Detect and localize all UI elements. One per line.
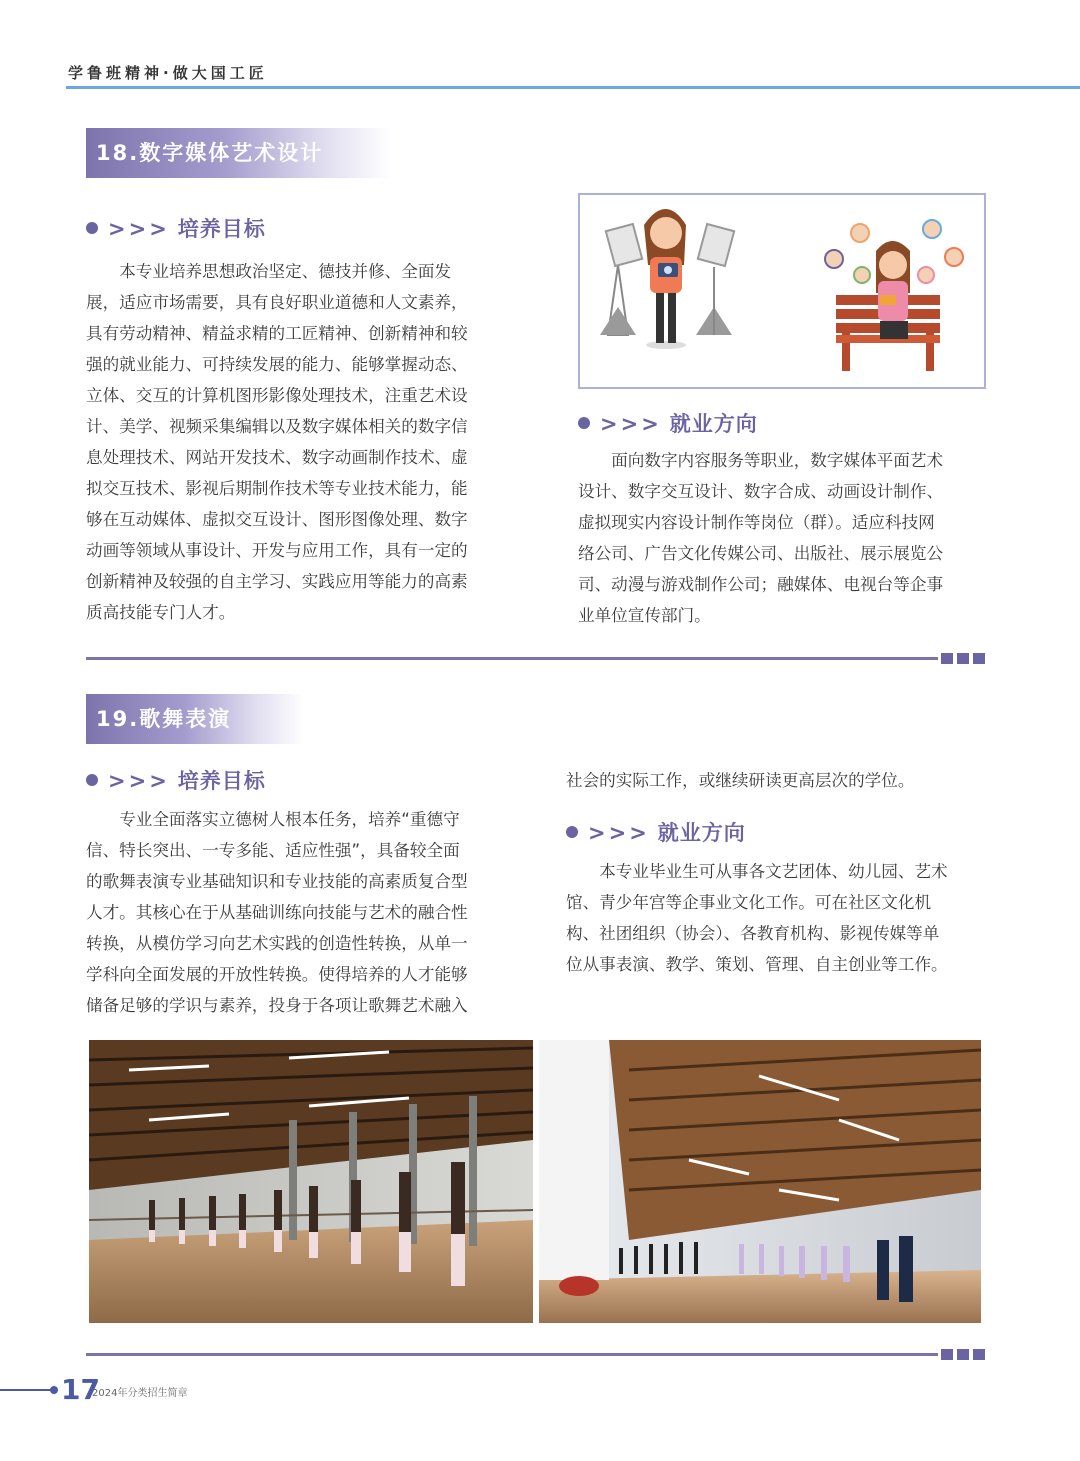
page-number: 17 — [61, 1373, 100, 1406]
divider-square-icon — [973, 653, 985, 664]
arrows-icon: >>> — [108, 769, 170, 793]
text-line: 质高技能专门人才。 — [86, 603, 236, 622]
text-line: 立体、交互的计算机图形影像处理技术，注重艺术设 — [86, 386, 468, 405]
text-line: 拟交互技术、影视后期制作技术等专业技术能力，能 — [86, 479, 468, 498]
section-18-career-heading — [578, 409, 758, 439]
career-heading-text: 就业方向 — [657, 821, 746, 845]
arrows-icon: >>> — [108, 217, 170, 241]
text-line: 本专业培养思想政治坚定、德技并修、全面发 — [119, 262, 452, 281]
bullet-dot-icon — [86, 774, 98, 786]
text-line: 计、美学、视频采集编辑以及数字媒体相关的数字信 — [86, 417, 468, 436]
section-18-title: 18.数字媒体艺术设计 — [86, 128, 392, 178]
footer-title: 2024年分类招生简章 — [92, 1388, 188, 1399]
text-line: 构、社团组织（协会）、各教育机构、影视传媒等单 — [566, 924, 940, 943]
section-19-goal-heading — [86, 766, 266, 796]
text-line: 本专业毕业生可从事各文艺团体、幼儿园、艺术 — [599, 862, 948, 881]
text-line: 学科向全面发展的开放性转换。使得培养的人才能够 — [86, 965, 468, 984]
text-line: 信、特长突出、一专多能、适应性强”，具备较全面 — [86, 841, 460, 860]
bullet-dot-icon — [578, 417, 590, 429]
bottom-divider — [86, 1353, 938, 1356]
text-line: 的歌舞表演专业基础知识和专业技能的高素质复合型 — [86, 872, 468, 891]
text-line: 展，适应市场需要，具有良好职业道德和人文素养， — [86, 293, 468, 312]
section-19-career-heading — [566, 818, 746, 848]
divider-square-icon — [957, 653, 969, 664]
dance-studio-photo-left — [89, 1040, 533, 1323]
footer-dot-icon — [50, 1386, 58, 1394]
text-line: 储备足够的学识与素养，投身于各项让歌舞艺术融入 — [86, 996, 468, 1015]
text-line: 虚拟现实内容设计制作等岗位（群）。适应科技网 — [578, 513, 935, 532]
divider-square-icon — [941, 1349, 953, 1360]
digital-media-illustration-icon — [580, 195, 984, 387]
footer-line — [0, 1389, 52, 1391]
text-line: 司、动漫与游戏制作公司；融媒体、电视台等企事 — [578, 575, 944, 594]
arrows-icon: >>> — [600, 412, 662, 436]
text-line: 专业全面落实立德树人根本任务，培养“重德守 — [119, 810, 460, 829]
text-line: 面向数字内容服务等职业，数字媒体平面艺术 — [611, 451, 944, 470]
dance-studio-photo-icon — [539, 1040, 981, 1323]
text-line: 位从事表演、教学、策划、管理、自主创业等工作。 — [566, 955, 948, 974]
section-19-career-paragraph — [566, 856, 986, 980]
divider-square-icon — [973, 1349, 985, 1360]
dance-studio-photo-icon — [89, 1040, 533, 1323]
divider-square-icon — [957, 1349, 969, 1360]
goal-heading-text: 培养目标 — [177, 769, 266, 793]
illustration-digital-media — [578, 193, 986, 389]
text-line: 转换，从模仿学习向艺术实践的创造性转换，从单一 — [86, 934, 468, 953]
career-heading-text: 就业方向 — [669, 412, 758, 436]
bullet-dot-icon — [86, 222, 98, 234]
section-18-goal-heading — [86, 214, 266, 244]
section-19-goal-paragraph — [86, 804, 504, 1021]
section-19-title: 19.歌舞表演 — [86, 694, 304, 744]
goal-heading-text: 培养目标 — [177, 217, 266, 241]
text-line: 馆、青少年宫等企事业文化工作。可在社区文化机 — [566, 893, 932, 912]
header-rule — [66, 86, 1080, 89]
text-line: 息处理技术、网站开发技术、数字动画制作技术、虚 — [86, 448, 468, 467]
section-divider — [86, 657, 938, 660]
text-line: 人才。其核心在于从基础训练向技能与艺术的融合性 — [86, 903, 468, 922]
section-18-career-paragraph — [578, 445, 986, 631]
arrows-icon: >>> — [588, 821, 650, 845]
text-line: 创新精神及较强的自主学习、实践应用等能力的高素 — [86, 572, 468, 591]
running-header: 学鲁班精神·做大国工匠 — [68, 64, 268, 82]
bullet-dot-icon — [566, 826, 578, 838]
text-line: 络公司、广告文化传媒公司、出版社、展示展览公 — [578, 544, 944, 563]
text-line: 够在互动媒体、虚拟交互设计、图形图像处理、数字 — [86, 510, 468, 529]
text-line: 强的就业能力、可持续发展的能力、能够掌握动态、 — [86, 355, 468, 374]
text-line: 动画等领域从事设计、开发与应用工作，具有一定的 — [86, 541, 468, 560]
section-19-goal-continued: 社会的实际工作，或继续研读更高层次的学位。 — [566, 771, 915, 790]
text-line: 设计、数字交互设计、数字合成、动画设计制作、 — [578, 482, 944, 501]
text-line: 业单位宣传部门。 — [578, 606, 711, 625]
section-18-goal-paragraph — [86, 256, 504, 628]
text-line: 具有劳动精神、精益求精的工匠精神、创新精神和较 — [86, 324, 468, 343]
divider-square-icon — [941, 653, 953, 664]
dance-studio-photo-right — [539, 1040, 981, 1323]
